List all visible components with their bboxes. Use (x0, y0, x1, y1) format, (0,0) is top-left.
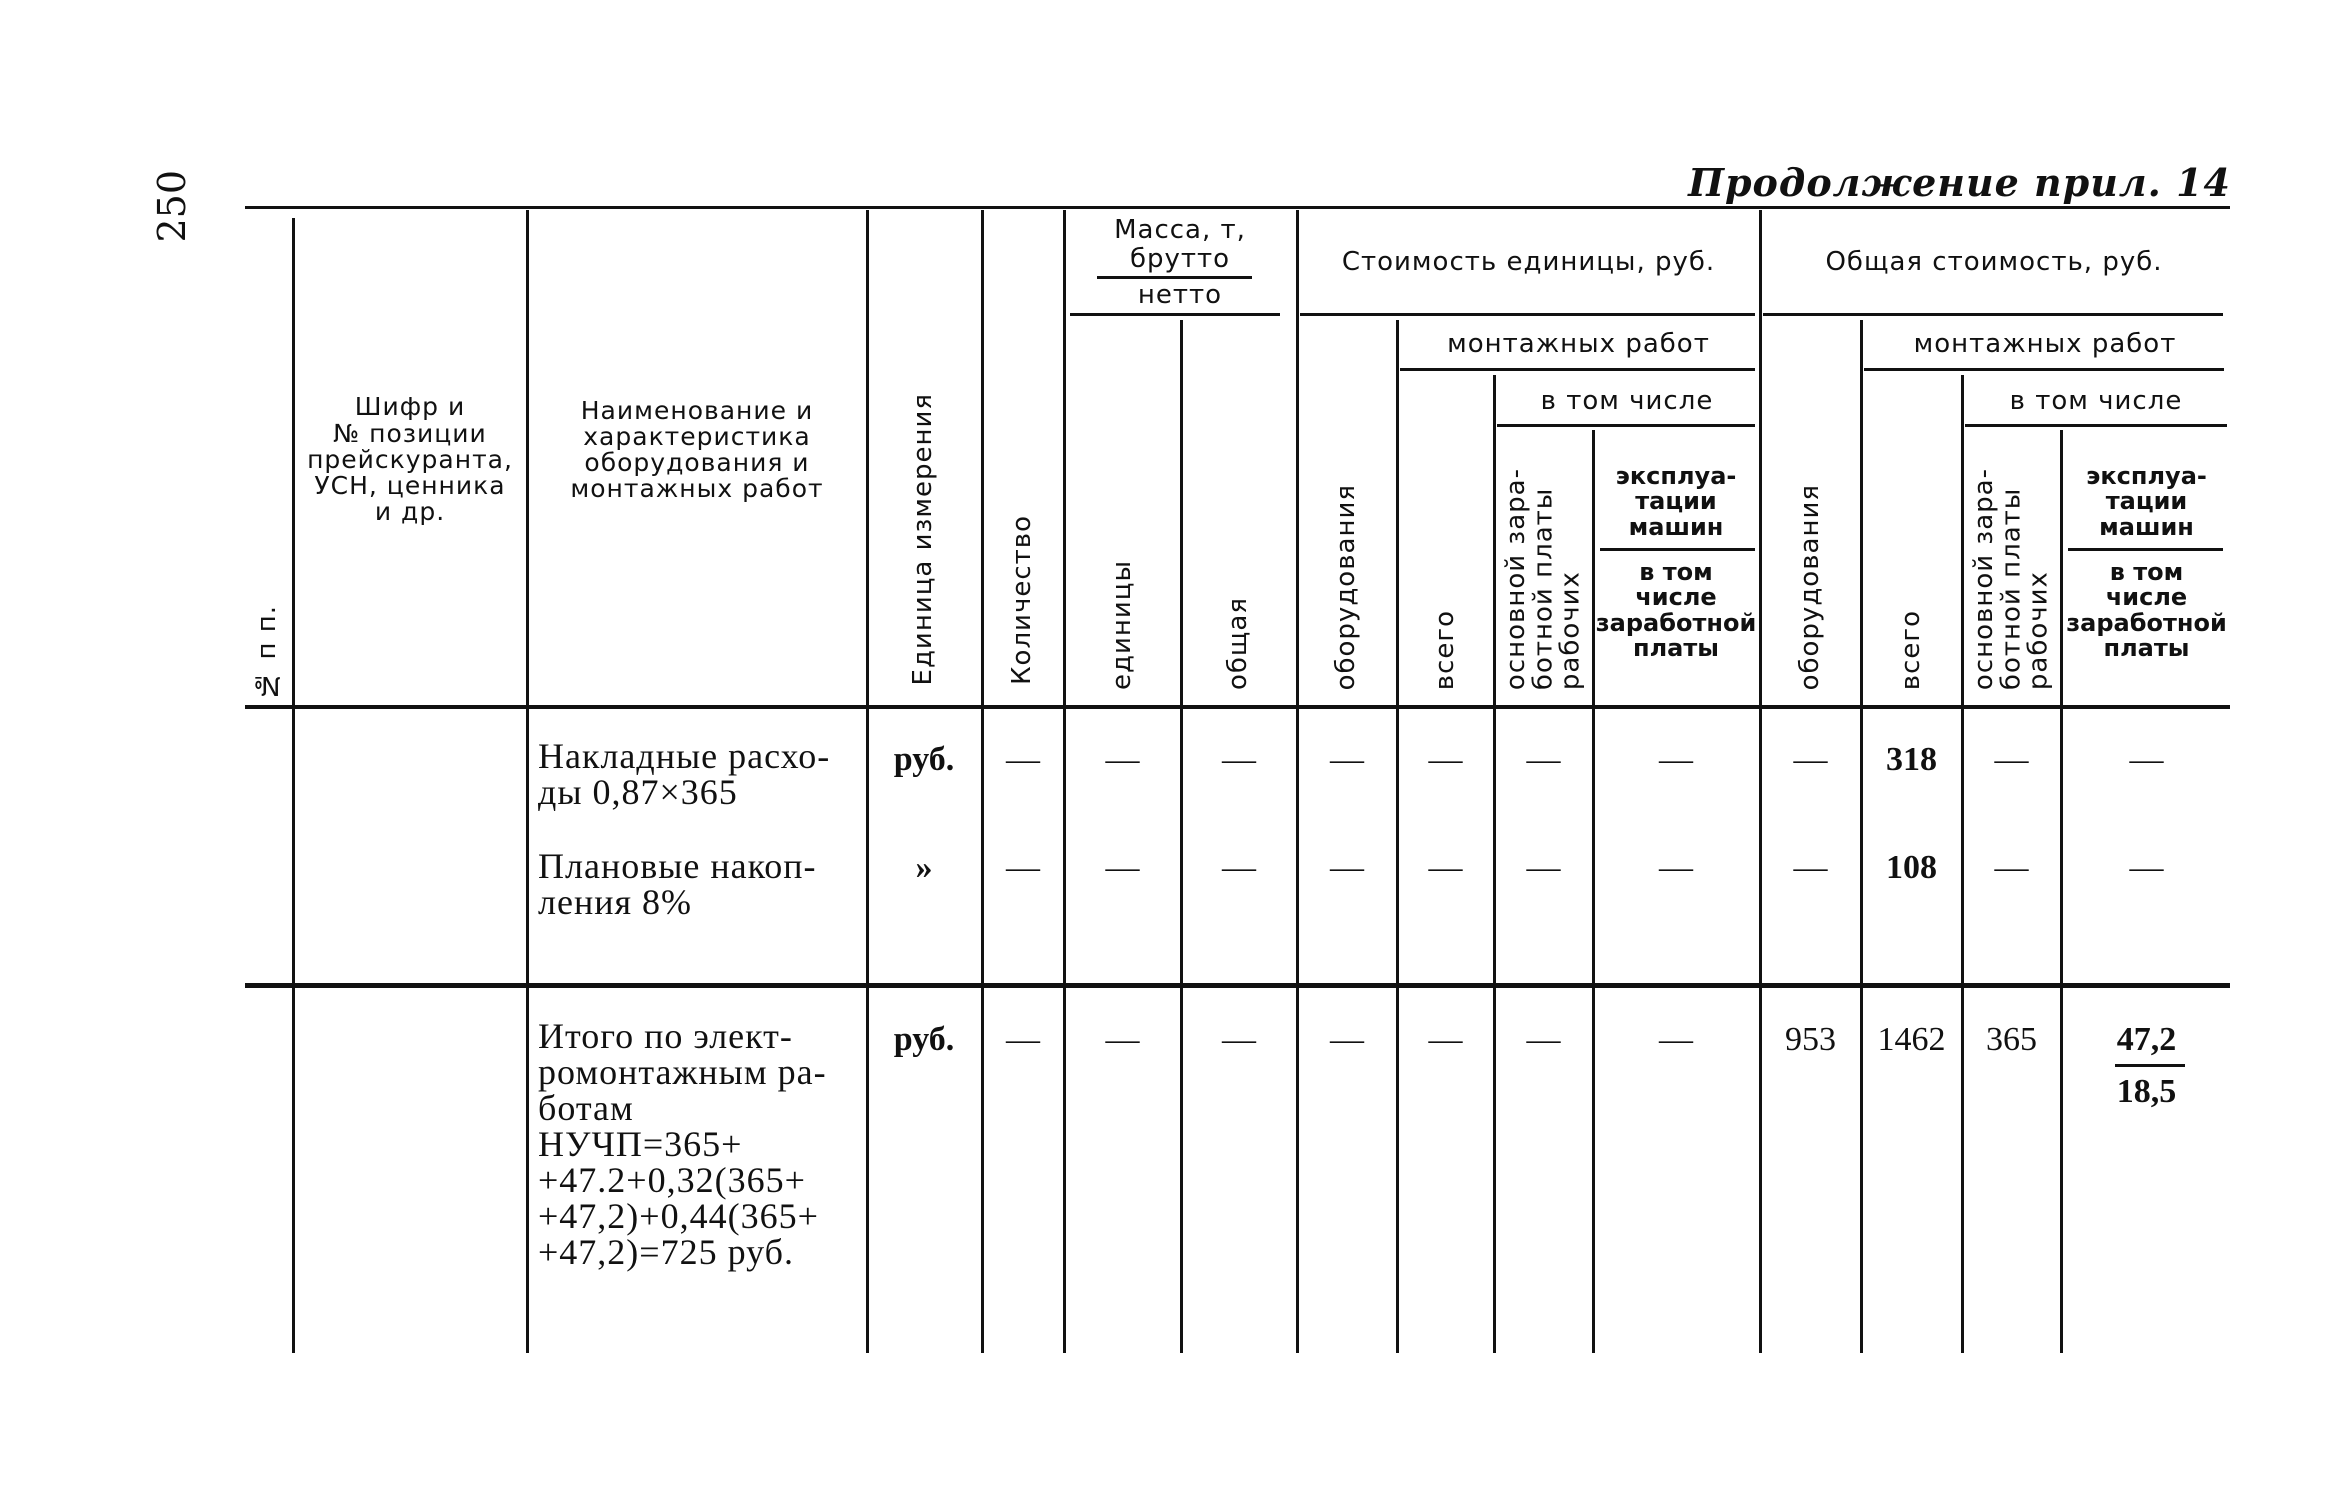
row-total-base-wages: — (1994, 849, 2029, 887)
header-unit-cost-base-wages: основной зара- ботной платы рабочих (1500, 467, 1586, 690)
header-unit-cost-title: Стоимость единицы, руб. (1341, 246, 1716, 277)
row-quantity: — (1006, 849, 1040, 887)
header-quantity: Количество (1007, 515, 1038, 685)
row-unit: руб. (893, 1021, 955, 1059)
row-total-equipment: — (1793, 741, 1828, 779)
row-unit-machines: — (1659, 741, 1693, 779)
row-total-equipment: — (1793, 849, 1828, 887)
header-unit: Единица измерения (908, 392, 939, 685)
row-unit-install-total: — (1428, 1021, 1463, 1059)
row-name: Накладные расхо- ды 0,87×365 (538, 736, 831, 812)
header-total-cost-including: в том числе (2009, 386, 2183, 417)
row-total-machines: 47,2 (2116, 1021, 2177, 1059)
row-mass-total: — (1222, 849, 1256, 887)
header-mass-total: общая (1223, 596, 1254, 690)
row-unit-install-total: — (1428, 741, 1463, 779)
row-total-install-total: 108 (1886, 849, 1937, 887)
row-total-machines: — (2129, 741, 2164, 779)
row-total-incl-wages: 18,5 (2116, 1073, 2177, 1111)
row-unit-equipment: — (1330, 741, 1364, 779)
row-unit-equipment: — (1330, 1021, 1364, 1059)
row-quantity: — (1006, 1021, 1040, 1059)
row-name: Итого по элект- ромонтажным ра- ботам НУЧП=365+ +47.2+0,32(365+ +47,2)+0,44(365+ +47,2)=725 руб. (538, 1016, 827, 1272)
page-number: 250 (150, 170, 194, 243)
header-mass-unit: единицы (1106, 560, 1137, 690)
header-unit-cost-install: монтажных работ (1447, 329, 1710, 360)
header-unit-cost-including: в том числе (1540, 386, 1714, 417)
row-total-install-total: 1462 (1877, 1021, 1946, 1059)
row-unit-machines: — (1659, 1021, 1693, 1059)
row-total-base-wages: — (1994, 741, 2029, 779)
header-total-cost-install: монтажных работ (1913, 329, 2177, 360)
row-total-machines: — (2129, 849, 2164, 887)
header-total-cost-incl-wages: в том числе заработной платы (2066, 558, 2227, 662)
header-total-cost-title: Общая стоимость, руб. (1825, 246, 2163, 277)
row-unit-equipment: — (1330, 849, 1364, 887)
header-total-cost-base-wages: основной зара- ботной платы рабочих (1968, 467, 2054, 690)
row-unit-base-wages: — (1526, 1021, 1561, 1059)
header-total-cost-equipment: оборудования (1794, 483, 1825, 690)
table-caption: Продолжение прил. 14 (1688, 160, 2231, 205)
row-total-install-total: 318 (1886, 741, 1937, 779)
header-total-cost-total: всего (1895, 609, 1926, 690)
row-total-equipment: 953 (1785, 1021, 1836, 1059)
header-unit-cost-machines: эксплуа- тации машин (1615, 462, 1737, 541)
row-unit: » (915, 849, 933, 887)
row-unit-install-total: — (1428, 849, 1463, 887)
row-unit-base-wages: — (1526, 741, 1561, 779)
row-total-base-wages: 365 (1986, 1021, 2037, 1059)
header-mass-netto: нетто (1137, 280, 1223, 311)
header-unit-cost-incl-wages: в том числе заработной платы (1595, 558, 1757, 662)
row-mass-unit: — (1105, 1021, 1140, 1059)
header-mass-brutto: брутто (1129, 244, 1231, 275)
row-mass-unit: — (1105, 849, 1140, 887)
header-mass-title: Масса, т, (1114, 215, 1246, 246)
header-code: Шифр и № позиции прейскуранта, УСН, ценника и др. (307, 392, 513, 527)
row-unit: руб. (893, 741, 955, 779)
row-mass-total: — (1222, 741, 1256, 779)
header-name: Наименование и характеристика оборудования и монтажных работ (570, 395, 824, 504)
row-mass-total: — (1222, 1021, 1256, 1059)
row-name: Плановые накоп- ления 8% (538, 846, 817, 922)
header-unit-cost-equipment: оборудования (1331, 483, 1362, 690)
header-unit-cost-total: всего (1429, 609, 1460, 690)
fraction-bar (2115, 1064, 2185, 1067)
row-unit-base-wages: — (1526, 849, 1561, 887)
row-quantity: — (1006, 741, 1040, 779)
row-mass-unit: — (1105, 741, 1140, 779)
header-number: № п п. (251, 605, 282, 700)
header-total-cost-machines: эксплуа- тации машин (2086, 462, 2207, 541)
row-unit-machines: — (1659, 849, 1693, 887)
